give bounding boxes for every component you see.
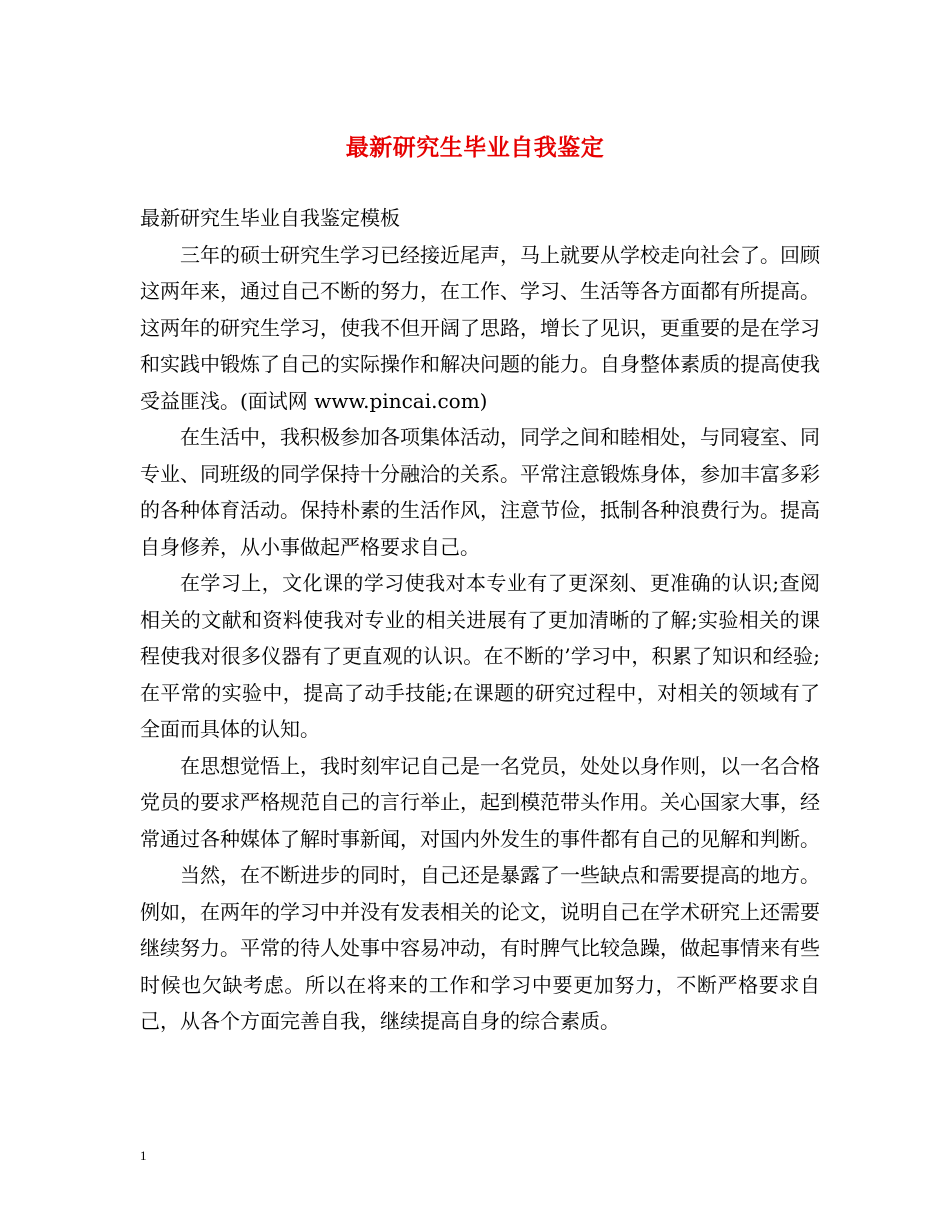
paragraph-intro: 三年的硕士研究生学习已经接近尾声，马上就要从学校走向社会了。回顾这两年来，通过自己不断的努力，在工作、学习、生活等各方面都有所提高。这两年的研究生学习，使我不但开阔了思路，增长了见识，更重要的是在学习和实践中锻炼了自己的实际操作和解决问题的能力。自身整体素质的提高使我受益匪浅。(面试网 www.pincai.com) <box>140 242 820 413</box>
document-title: 最新研究生毕业自我鉴定 <box>345 134 605 161</box>
document-body <box>140 200 820 1040</box>
page-number: 1 <box>140 1148 147 1163</box>
paragraph-life: 在生活中，我积极参加各项集体活动，同学之间和睦相处，与同寝室、同专业、同班级的同学保持十分融洽的关系。平常注意锻炼身体，参加丰富多彩的各种体育活动。保持朴素的生活作风，注意节俭，抵制各种浪费行为。提高自身修养，从小事做起严格要求自己。 <box>140 425 820 559</box>
paragraph-shortcomings: 当然，在不断进步的同时，自己还是暴露了一些缺点和需要提高的地方。例如，在两年的学习中并没有发表相关的论文，说明自己在学术研究上还需要继续努力。平常的待人处事中容易冲动，有时脾气比较急躁，做起事情来有些时候也欠缺考虑。所以在将来的工作和学习中要更加努力，不断严格要求自己，从各个方面完善自我，继续提高自身的综合素质。 <box>140 863 820 1033</box>
paragraph-study: 在学习上，文化课的学习使我对本专业有了更深刻、更准确的认识;查阅相关的文献和资料使我对专业的相关进展有了更加清晰的了解;实验相关的课程使我对很多仪器有了更直观的认识。在不断的’学习中，积累了知识和经验;在平常的实验中，提高了动手技能;在课题的研究过程中，对相关的领域有了全面而具体的认知。 <box>140 571 820 741</box>
paragraph-ideology: 在思想觉悟上，我时刻牢记自己是一名党员，处处以身作则，以一名合格党员的要求严格规范自己的言行举止，起到模范带头作用。关心国家大事，经常通过各种媒体了解时事新闻，对国内外发生的事件都有自己的见解和判断。 <box>140 753 820 851</box>
document-subtitle: 最新研究生毕业自我鉴定模板 <box>140 206 400 230</box>
